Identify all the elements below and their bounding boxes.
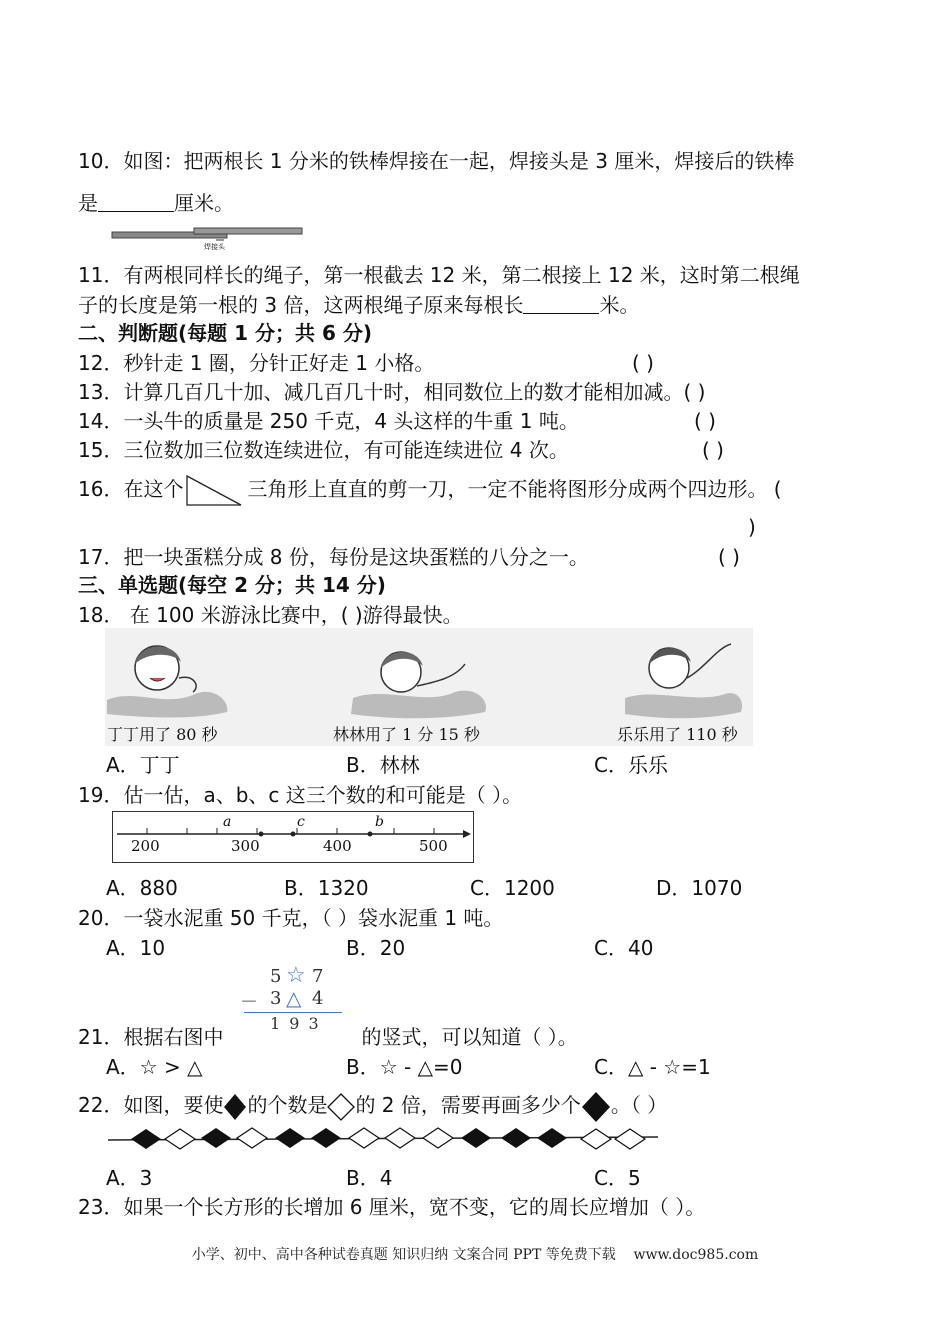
tick-500: 500 bbox=[419, 837, 448, 855]
caption-dingding: 丁丁用了 80 秒 bbox=[107, 725, 218, 744]
calc-mid-digit-3: 4 bbox=[312, 988, 324, 1009]
q22-text-mid: 的个数是 bbox=[247, 1093, 328, 1117]
tick-300: 300 bbox=[231, 837, 260, 855]
q21-text-pre: 21．根据右图中 bbox=[78, 1025, 224, 1049]
calc-result: 1 9 3 bbox=[270, 1014, 321, 1033]
q10-text-post: 厘米。 bbox=[174, 191, 234, 215]
q18-text: 18． 在 100 米游泳比赛中，( )游得最快。 bbox=[78, 603, 463, 627]
q22-text-post2: 。（ ） bbox=[610, 1093, 668, 1117]
q11-line2 bbox=[78, 292, 639, 318]
black-diamond-icon bbox=[223, 1094, 247, 1120]
swimmer-lele-figure bbox=[625, 644, 742, 718]
section-3-heading: 三、单选题(每空 2 分；共 14 分) bbox=[78, 573, 386, 597]
tick-400: 400 bbox=[323, 837, 352, 855]
q22-text-pre: 22．如图，要使 bbox=[78, 1093, 224, 1117]
number-line-figure bbox=[112, 811, 474, 863]
q20-text: 20．一袋水泥重 50 千克，（ ）袋水泥重 1 吨。 bbox=[78, 906, 504, 930]
q17-answer-paren[interactable]: ( ) bbox=[718, 545, 740, 569]
q14-answer-paren[interactable]: ( ) bbox=[694, 409, 716, 433]
calc-result-line bbox=[244, 1012, 342, 1013]
point-b-label: b bbox=[375, 814, 384, 830]
q10-text-pre: 是 bbox=[78, 191, 98, 215]
q16-answer-paren-close[interactable]: ) bbox=[748, 515, 756, 539]
q18-option-c[interactable]: C．乐乐 bbox=[594, 753, 668, 777]
q10-line1: 10．如图：把两根长 1 分米的铁棒焊接在一起，焊接头是 3 厘米，焊接后的铁棒 bbox=[78, 149, 795, 173]
q18-option-a[interactable]: A．丁丁 bbox=[106, 753, 180, 777]
swimmer-linlin-figure bbox=[351, 652, 486, 718]
triangle-icon: △ bbox=[286, 986, 302, 1010]
weld-label: 焊接头 bbox=[204, 243, 225, 251]
q22-option-a[interactable]: A．3 bbox=[106, 1166, 153, 1190]
right-triangle-figure bbox=[183, 478, 247, 504]
q21-option-b[interactable]: B．☆ - △=0 bbox=[346, 1055, 463, 1079]
q22-line bbox=[78, 1092, 667, 1120]
q15-text: 15．三位数加三位数连续进位，有可能连续进位 4 次。 bbox=[78, 438, 569, 462]
q20-option-a[interactable]: A．10 bbox=[106, 936, 166, 960]
q15-answer-paren[interactable]: ( ) bbox=[702, 438, 724, 462]
minus-sign: － bbox=[240, 992, 258, 1013]
q22-text-post1: 的 2 倍，需要再画多少个 bbox=[355, 1093, 581, 1117]
q21-line bbox=[78, 1024, 578, 1050]
q21-text-post: 的竖式，可以知道（ ）。 bbox=[361, 1025, 578, 1049]
q10-answer-blank[interactable] bbox=[98, 191, 174, 212]
q20-option-c[interactable]: C．40 bbox=[594, 936, 654, 960]
q11-answer-blank[interactable] bbox=[523, 293, 599, 314]
footer-text: 小学、初中、高中各种试卷真题 知识归纳 文案合同 PPT 等免费下载 bbox=[191, 1247, 616, 1263]
tick-200: 200 bbox=[131, 837, 160, 855]
q11-text-pre: 子的长度是第一根的 3 倍，这两根绳子原来每根长 bbox=[78, 293, 524, 317]
q13-text: 13．计算几百几十加、减几百几十时，相同数位上的数才能相加减。( ) bbox=[78, 380, 706, 404]
q10-line2 bbox=[78, 190, 234, 216]
point-c-label: c bbox=[297, 814, 305, 830]
diamond-chain-figure bbox=[108, 1126, 660, 1152]
q17-text: 17．把一块蛋糕分成 8 份，每份是这块蛋糕的八分之一。 bbox=[78, 545, 589, 569]
swimmers-image bbox=[105, 628, 753, 746]
q21-option-c[interactable]: C．△ - ☆=1 bbox=[594, 1055, 711, 1079]
white-diamond-icon bbox=[327, 1094, 355, 1120]
q12-answer-paren[interactable]: ( ) bbox=[632, 351, 654, 375]
iron-bar-figure bbox=[112, 224, 304, 250]
q12-text: 12．秒针走 1 圈，分针正好走 1 小格。 bbox=[78, 351, 435, 375]
calc-mid-digit-1: 3 bbox=[270, 988, 282, 1009]
caption-lele: 乐乐用了 110 秒 bbox=[617, 725, 738, 744]
footer-url[interactable]: www.doc985.com bbox=[633, 1247, 759, 1263]
q20-option-b[interactable]: B．20 bbox=[346, 936, 406, 960]
q19-option-b[interactable]: B．1320 bbox=[284, 876, 369, 900]
q22-option-b[interactable]: B．4 bbox=[346, 1166, 393, 1190]
star-icon: ☆ bbox=[286, 963, 306, 988]
q19-text: 19．估一估，a、b、c 这三个数的和可能是（ ）。 bbox=[78, 783, 523, 807]
q23-text: 23．如果一个长方形的长增加 6 厘米，宽不变，它的周长应增加（ ）。 bbox=[78, 1195, 706, 1219]
calc-top-digit-1: 5 bbox=[270, 966, 282, 987]
q11-line1: 11．有两根同样长的绳子，第一根截去 12 米，第二根接上 12 米，这时第二根绳 bbox=[78, 263, 800, 287]
q16-text-pre: 16．在这个 bbox=[78, 477, 184, 501]
swimmer-dingding-figure bbox=[107, 646, 227, 718]
q21-option-a[interactable]: A．☆ > △ bbox=[106, 1055, 203, 1079]
q19-option-c[interactable]: C．1200 bbox=[470, 876, 555, 900]
page-footer bbox=[0, 1244, 950, 1264]
q14-text: 14．一头牛的质量是 250 千克，4 头这样的牛重 1 吨。 bbox=[78, 409, 579, 433]
caption-linlin: 林林用了 1 分 15 秒 bbox=[333, 725, 480, 744]
black-diamond-icon bbox=[581, 1094, 611, 1120]
q16-line1 bbox=[78, 476, 782, 504]
point-a-label: a bbox=[223, 814, 232, 830]
q19-option-d[interactable]: D．1070 bbox=[656, 876, 743, 900]
q18-option-b[interactable]: B．林林 bbox=[346, 753, 420, 777]
q16-text-post: 三角形上直直的剪一刀，一定不能将图形分成两个四边形。 ( bbox=[247, 477, 782, 501]
section-2-heading: 二、判断题(每题 1 分；共 6 分) bbox=[78, 321, 372, 345]
q19-option-a[interactable]: A．880 bbox=[106, 876, 178, 900]
q11-text-post: 米。 bbox=[599, 293, 640, 317]
calc-top-digit-3: 7 bbox=[312, 966, 324, 987]
q22-option-c[interactable]: C．5 bbox=[594, 1166, 641, 1190]
